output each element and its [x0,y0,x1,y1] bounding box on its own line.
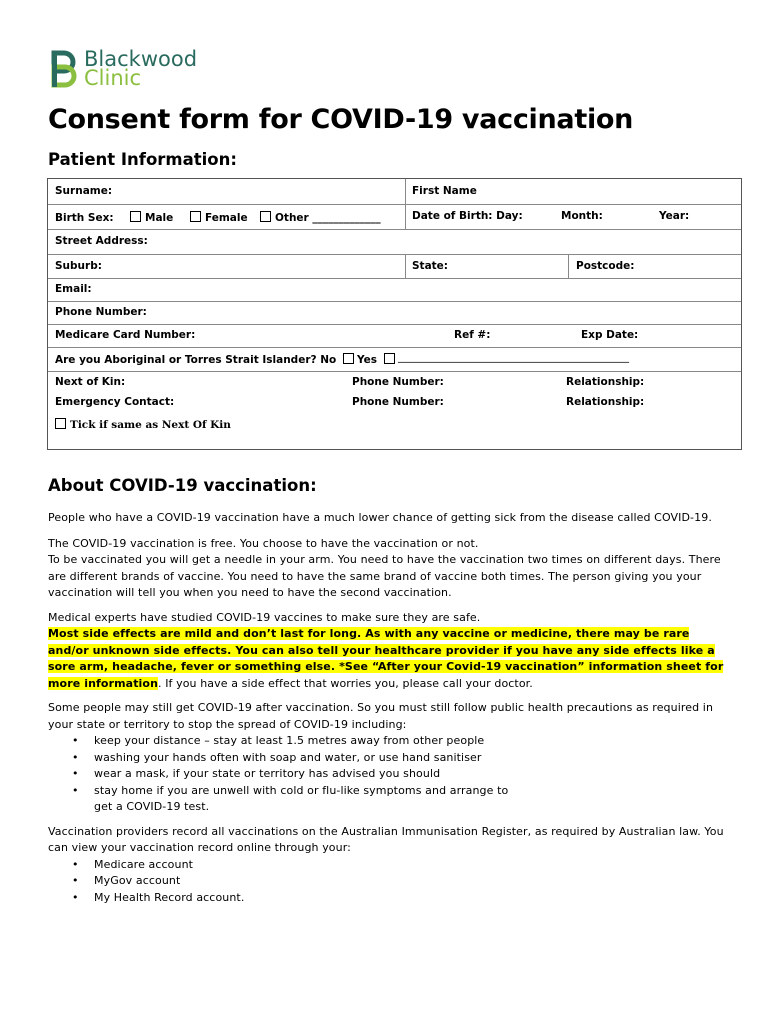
aboriginal-yes-checkbox[interactable] [384,353,395,364]
aboriginal-yes-option[interactable]: Yes [357,353,399,366]
phone-field[interactable]: Phone Number: [55,306,147,318]
male-option[interactable]: Male [130,211,173,224]
paragraph-benefit: People who have a COVID-19 vaccination have a much lower chance of getting sick from the disease called COVID-19. [48,511,712,524]
about-heading: About COVID-19 vaccination: [48,476,317,495]
list-item: • MyGov account [48,873,728,890]
same-as-nok-checkbox[interactable] [55,418,66,429]
paragraph-register: Vaccination providers record all vaccinations on the Australian Immunisation Register, as required by Australian law. You can view your vaccination record online through your: [48,824,724,854]
list-item: • washing your hands often with soap and water, or use hand sanitiser [48,750,728,767]
list-item: • Medicare account [48,857,728,874]
medicare-card-field[interactable]: Medicare Card Number: [55,329,196,341]
dob-year-field[interactable]: Year: [659,210,690,222]
surname-field[interactable]: Surname: [55,185,113,197]
state-field[interactable]: State: [412,260,449,272]
clinic-logo [50,46,197,92]
list-item: • keep your distance – stay at least 1.5 metres away from other people [48,733,728,750]
paragraph-free: The COVID-19 vaccination is free. You choose to have the vaccination or not. [48,536,479,550]
logo-line-blackwood: Blackwood [84,47,198,71]
female-option[interactable]: Female [190,211,248,224]
logo-line-clinic: Clinic [84,66,142,90]
dob-day-field[interactable]: Date of Birth: Day: [412,210,523,222]
emergency-phone-field[interactable]: Phone Number: [352,396,444,408]
precautions-list [48,733,728,816]
nok-relationship-field[interactable]: Relationship: [566,376,645,388]
male-checkbox[interactable] [130,211,141,222]
same-as-nok-option[interactable]: Tick if same as Next Of Kin [55,418,231,431]
patient-info-form [47,178,742,450]
paragraph-experts: Medical experts have studied COVID-19 vaccines to make sure they are safe. [48,610,481,624]
nok-phone-field[interactable]: Phone Number: [352,376,444,388]
dob-month-field[interactable]: Month: [561,210,603,222]
emergency-contact-field[interactable]: Emergency Contact: [55,396,175,408]
paragraph-side-effects: Most side effects are mild and don’t last for long. As with any vaccine or medicine, there may be rare and/or unknown side effects. You can also tell your healthcare provider if you have any side effects like a sore arm, headache, fever or something else. *See “After your Covid-19 vaccination” information sheet for more information. If you have a side effect that worries you, please call your doctor. [48,627,724,690]
paragraph-needle: To be vaccinated you will get a needle in your arm. You need to have the vaccination two times on different days. There are different brands of vaccine. You need to have the same brand of vaccine both times. The person giving you your vaccination will tell you when you need to have the second vaccination. [48,553,721,599]
accounts-list [48,857,728,907]
exp-date-field[interactable]: Exp Date: [581,329,639,341]
birth-sex-label: Birth Sex: [55,212,114,224]
emergency-relationship-field[interactable]: Relationship: [566,396,645,408]
list-item: • My Health Record account. [48,890,728,907]
patient-info-heading: Patient Information: [48,150,237,169]
female-checkbox[interactable] [190,211,201,222]
postcode-field[interactable]: Postcode: [576,260,635,272]
page-title: Consent form for COVID-19 vaccination [48,104,634,135]
next-of-kin-field[interactable]: Next of Kin: [55,376,126,388]
other-checkbox[interactable] [260,211,271,222]
paragraph-precautions: Some people may still get COVID-19 after vaccination. So you must still follow public health precautions as required in your state or territory to stop the spread of COVID-19 including: [48,701,714,731]
list-item: • wear a mask, if your state or territory has advised you should [48,766,728,783]
list-item: • stay home if you are unwell with cold or flu-like symptoms and arrange to get a COVID-19 test. [48,783,514,816]
ref-field[interactable]: Ref #: [454,329,491,341]
other-option[interactable]: Other _____________ [260,211,381,224]
email-field[interactable]: Email: [55,283,92,295]
aboriginal-no-checkbox[interactable] [343,353,354,364]
aboriginal-question: Are you Aboriginal or Torres Strait Islander? No [55,353,358,366]
first-name-field[interactable]: First Name [412,185,477,197]
suburb-field[interactable]: Suburb: [55,260,102,272]
street-address-field[interactable]: Street Address: [55,235,148,247]
about-body [48,510,728,906]
side-effects-highlight: Most side effects are mild and don’t last for long. As with any vaccine or medicine, there may be rare and/or unknown side effects. You can also tell your healthcare provider if you have any side effects like a sore arm, headache, fever or something else. *See “After your Covid-19 vaccination” information sheet for more information [48,627,724,690]
clinic-logo-mark [50,49,80,89]
aboriginal-yes-details[interactable]: ____________________________________________ [398,351,629,363]
